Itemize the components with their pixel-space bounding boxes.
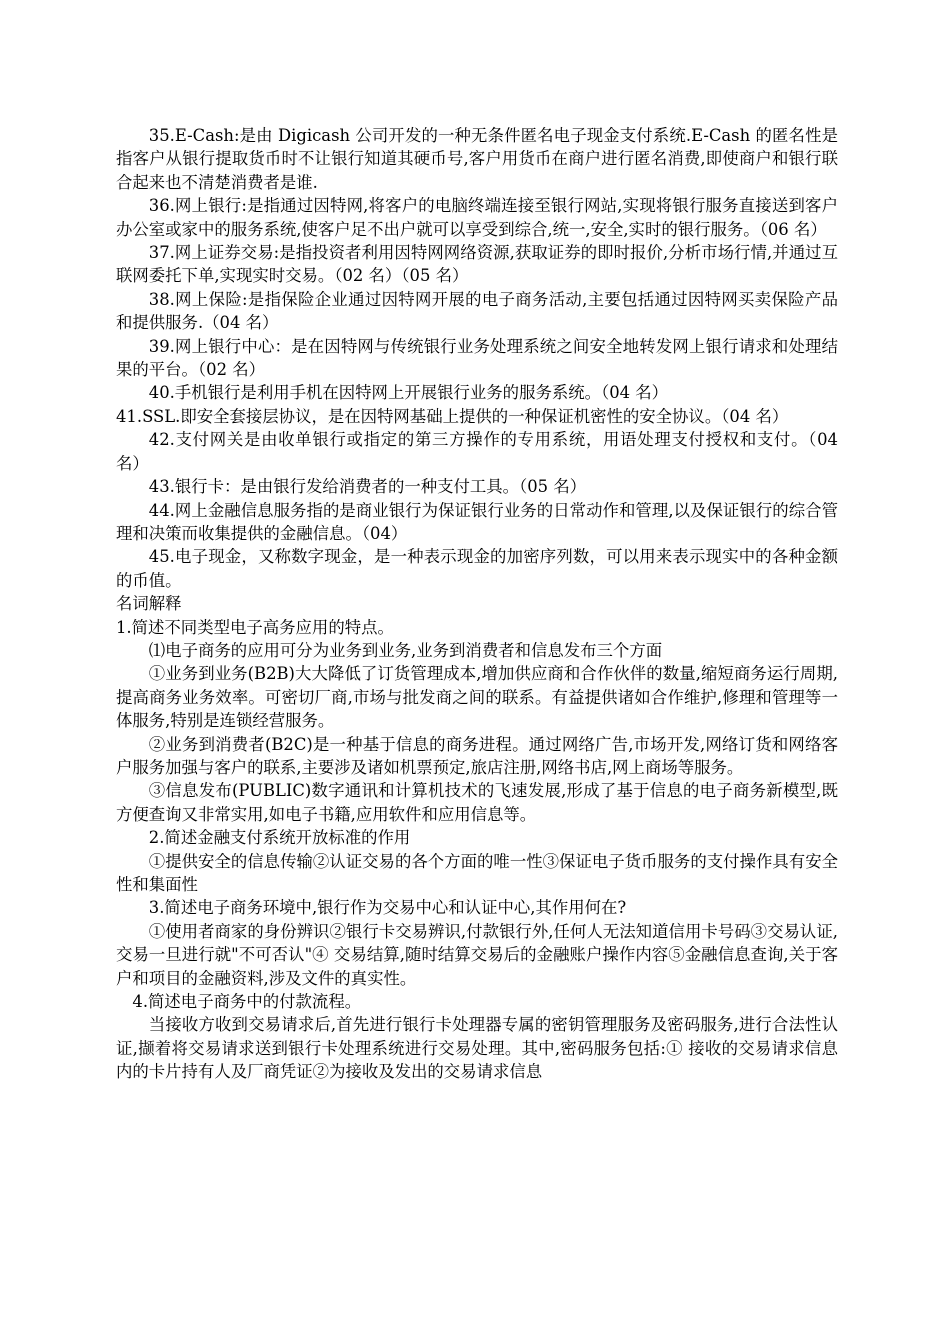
definition-44-financial-info-service: 44.网上金融信息服务指的是商业银行为保证银行业务的日常动作和管理,以及保证银行的综合管理和决策而收集提供的金融信息。（04） xyxy=(116,500,838,543)
definition-42-payment-gateway: 42.支付网关是由收单银行或指定的第三方操作的专用系统，用语处理支付授权和支付。（04 名） xyxy=(116,430,838,473)
definition-43-bank-card: 43.银行卡：是由银行发给消费者的一种支付工具。（05 名） xyxy=(148,477,587,497)
answer-3: ①使用者商家的身份辨识②银行卡交易辨识,付款银行外,任何人无法知道信用卡号码③交易认证,交易一旦进行就"不可否认"④ 交易结算,随时结算交易后的金融账户操作内容⑤金融信息查询,关于客户和项目的金融资料,涉及文件的真实性。 xyxy=(116,921,838,988)
definition-39-online-bank-center: 39.网上银行中心：是在因特网与传统银行业务处理系统之间安全地转发网上银行请求和处理结果的平台。（02 名） xyxy=(116,336,838,380)
question-3: 3.简述电子商务环境中,银行作为交易中心和认证中心,其作用何在? xyxy=(148,898,627,918)
definition-41-ssl: 41.SSL.即安全套接层协议，是在因特网基础上提供的一种保证机密性的安全协议。（04 名） xyxy=(116,406,789,426)
answer-1-b2c: ②业务到消费者(B2C)是一种基于信息的商务进程。通过网络广告,市场开发,网络订货和网络客户服务加强与客户的联系,主要涉及诸如机票预定,旅店注册,网络书店,网上商场等服务。 xyxy=(116,734,838,777)
answer-1-public: ③信息发布(PUBLIC)数字通讯和计算机技术的飞速发展,形成了基于信息的电子商务新模型,既方便查询又非常实用,如电子书籍,应用软件和应用信息等。 xyxy=(116,781,838,824)
document-page xyxy=(116,124,838,1084)
question-4: 4.简述电子商务中的付款流程。 xyxy=(132,992,362,1012)
definition-45-electronic-cash: 45.电子现金，又称数字现金，是一种表示现金的加密序列数，可以用来表示现实中的各种金额的币值。 xyxy=(116,547,838,590)
definition-38-online-insurance: 38.网上保险:是指保险企业通过因特网开展的电子商务活动,主要包括通过因特网买卖保险产品和提供服务.（04 名） xyxy=(116,289,838,333)
answer-1-b2b: ①业务到业务(B2B)大大降低了订货管理成本,增加供应商和合作伙伴的数量,缩短商务运行周期,提高商务业务效率。可密切厂商,市场与批发商之间的联系。有益提供诸如合作维护,修理和管理等一体服务,特别是连锁经营服务。 xyxy=(116,664,838,731)
answer-2: ①提供安全的信息传输②认证交易的各个方面的唯一性③保证电子货币服务的支付操作具有安全性和集面性 xyxy=(116,851,838,894)
answer-4: 当接收方收到交易请求后,首先进行银行卡处理器专属的密钥管理服务及密码服务,进行合法性认证,撷着将交易请求送到银行卡处理系统进行交易处理。其中,密码服务包括:① 接收的交易请求信息内的卡片持有人及厂商凭证②为接收及发出的交易请求信息 xyxy=(116,1015,838,1082)
answer-1-intro: ⑴电子商务的应用可分为业务到业务,业务到消费者和信息发布三个方面 xyxy=(148,640,663,660)
definition-40-mobile-banking: 40.手机银行是利用手机在因特网上开展银行业务的服务系统。（04 名） xyxy=(148,383,669,403)
definition-35-ecash: 35.E-Cash:是由 Digicash 公司开发的一种无条件匿名电子现金支付系统.E-Cash 的匿名性是指客户从银行提取货币时不让银行知道其硬币号,客户用货币在商户进行匿名消费,即使商户和银行联合起来也不清楚消费者是谁. xyxy=(116,126,838,192)
question-1: 1.简述不同类型电子高务应用的特点。 xyxy=(116,617,394,637)
section-heading: 名词解释 xyxy=(116,594,182,614)
definition-37-online-securities: 37.网上证券交易:是指投资者利用因特网网络资源,获取证券的即时报价,分析市场行情,并通过互联网委托下单,实现实时交易。（02 名）（05 名） xyxy=(116,243,838,286)
question-2: 2.简述金融支付系统开放标准的作用 xyxy=(148,828,411,848)
definition-36-online-banking: 36.网上银行:是指通过因特网,将客户的电脑终端连接至银行网站,实现将银行服务直接送到客户办公室或家中的服务系统,使客户足不出户就可以享受到综合,统一,安全,实时的银行服务。（06 名） xyxy=(116,196,838,239)
